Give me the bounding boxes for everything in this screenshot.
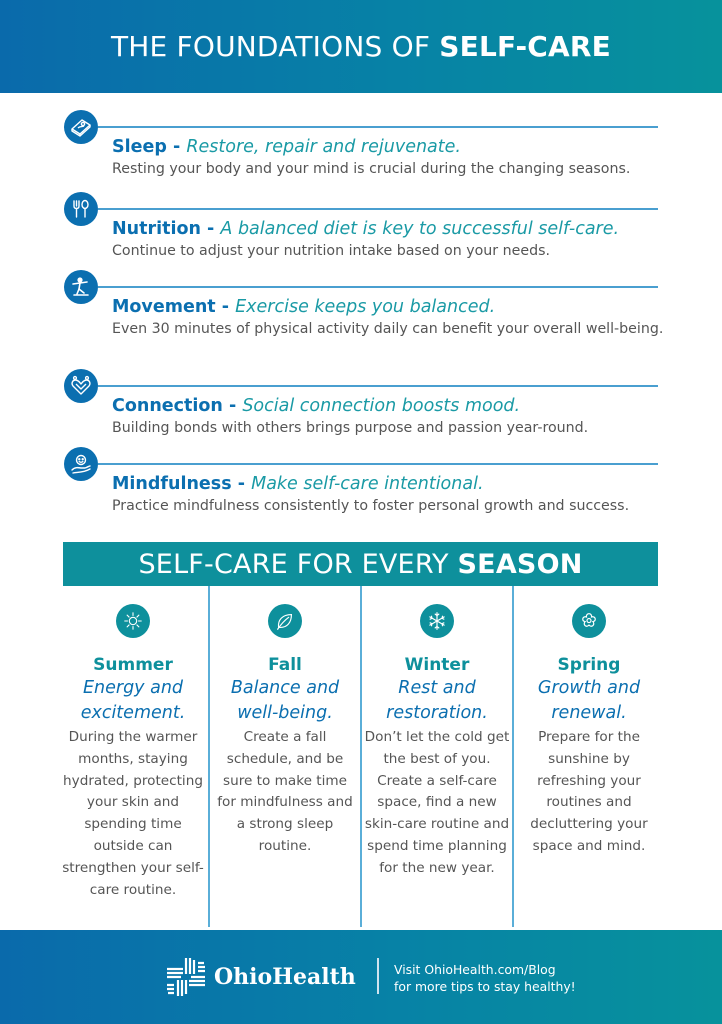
foundation-title: Mindfulness - Make self-care intentional. <box>112 474 484 494</box>
foundation-description: Even 30 minutes of physical activity daily can benefit your overall well-being. <box>112 321 664 337</box>
section-rule <box>98 385 658 387</box>
season-description: Don’t let the cold get the best of you. Create a self-care space, find a new skin-care routine and spend time planning for the new year. <box>364 729 510 876</box>
heart-people-icon <box>64 369 98 403</box>
season-name: Fall <box>268 655 302 675</box>
season-name: Spring <box>557 655 621 675</box>
season-name: Summer <box>93 655 173 675</box>
foundation-title: Nutrition - A balanced diet is key to successful self-care. <box>112 219 620 239</box>
foundation-description: Building bonds with others brings purpose and passion year-round. <box>112 420 589 436</box>
fork-spoon-icon <box>64 192 98 226</box>
ohiohealth-logo <box>164 955 356 999</box>
section-rule <box>98 463 658 465</box>
season-description: During the warmer months, staying hydrated, protecting your skin and spending time outside can strengthen your self-care routine. <box>62 729 204 898</box>
section-rule <box>98 126 658 128</box>
footer-cta <box>394 961 576 995</box>
flower-icon <box>572 604 606 638</box>
season-tagline: Rest and restoration. <box>386 678 488 723</box>
season-description: Prepare for the sunshine by refreshing your routines and decluttering your space and mind. <box>530 729 648 854</box>
foundation-title: Movement - Exercise keeps you balanced. <box>112 297 496 317</box>
column-divider <box>360 586 362 927</box>
season-fall <box>212 604 358 858</box>
snowflake-icon <box>420 604 454 638</box>
season-spring <box>516 604 662 858</box>
foundation-title: Sleep - Restore, repair and rejuvenate. <box>112 137 461 157</box>
section-rule <box>98 286 658 288</box>
season-tagline: Energy and excitement. <box>80 678 186 723</box>
season-summer <box>60 604 206 901</box>
foundation-description: Resting your body and your mind is crucial during the changing seasons. <box>112 161 631 177</box>
smile-hand-icon <box>64 447 98 481</box>
leaf-icon <box>268 604 302 638</box>
page-footer <box>0 930 722 1024</box>
footer-cta-subtext: for more tips to stay healthy! <box>394 979 576 994</box>
season-description: Create a fall schedule, and be sure to make time for mindfulness and a strong sleep routine. <box>217 729 353 854</box>
page-header <box>0 0 722 93</box>
page-title: THE FOUNDATIONS OF SELF-CARE <box>111 30 611 63</box>
brand-name: OhioHealth <box>214 964 356 990</box>
footer-separator <box>377 958 379 994</box>
footer-cta-link[interactable]: Visit OhioHealth.com/Blog <box>394 962 556 977</box>
season-tagline: Growth and renewal. <box>537 678 641 723</box>
seasons-title: SELF-CARE FOR EVERY SEASON <box>138 548 583 580</box>
column-divider <box>208 586 210 927</box>
season-winter <box>364 604 510 880</box>
foundation-description: Continue to adjust your nutrition intake based on your needs. <box>112 243 550 259</box>
season-tagline: Balance and well-being. <box>230 678 340 723</box>
seasons-banner <box>63 542 658 586</box>
season-name: Winter <box>404 655 470 675</box>
column-divider <box>512 586 514 927</box>
foundation-description: Practice mindfulness consistently to foster personal growth and success. <box>112 498 630 514</box>
foundation-title: Connection - Social connection boosts mood. <box>112 396 521 416</box>
sun-icon <box>116 604 150 638</box>
ohiohealth-logo-icon <box>164 955 208 999</box>
sleep-icon <box>64 110 98 144</box>
section-rule <box>98 208 658 210</box>
yoga-pose-icon <box>64 270 98 304</box>
